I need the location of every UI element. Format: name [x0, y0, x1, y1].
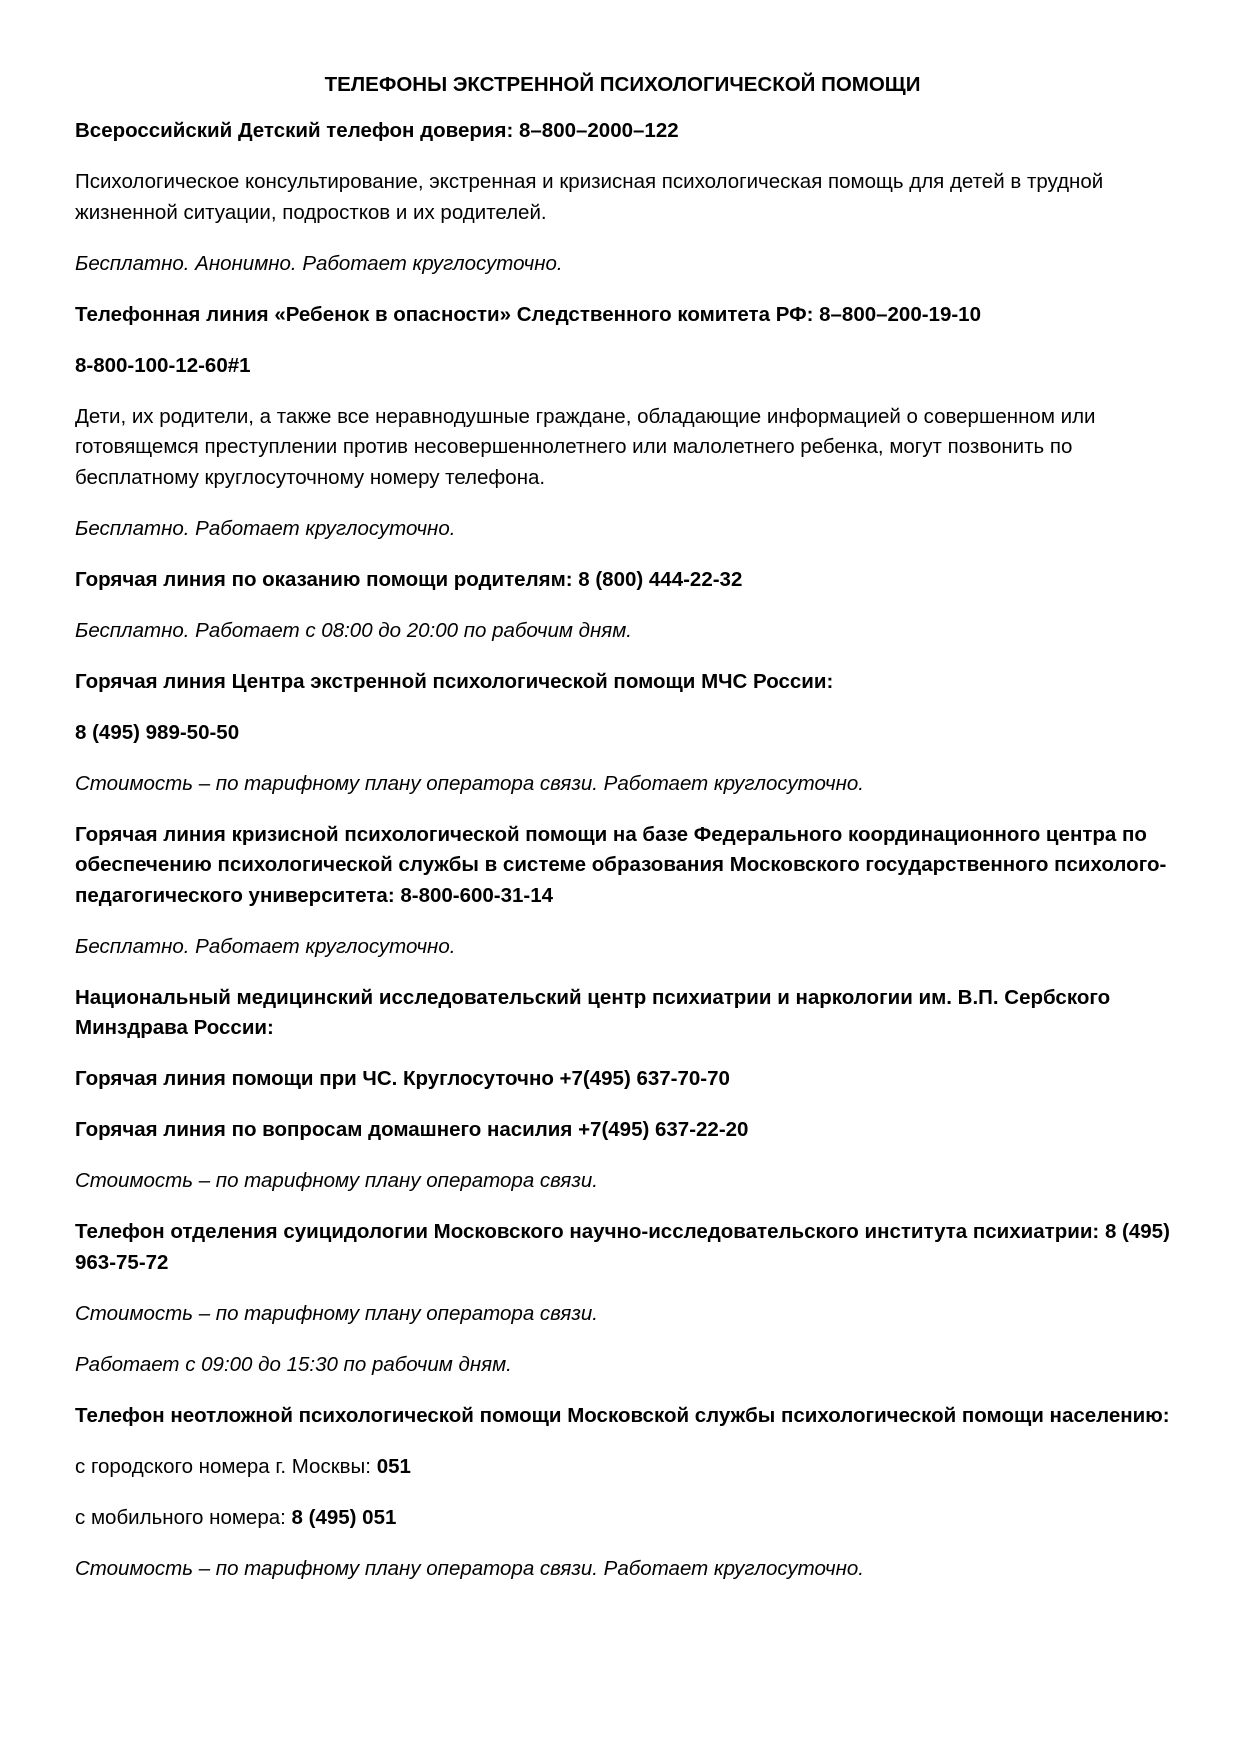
- mobile-number: 8 (495) 051: [291, 1505, 397, 1529]
- helpline-moscow-service: Телефон неотложной психологической помощи Московской службы психологической помощи населению:: [75, 1403, 1170, 1427]
- serbsky-center-note: Стоимость – по тарифному плану оператора связи.: [75, 1169, 598, 1192]
- helpline-child-in-danger-description: Дети, их родители, а также все неравнодушные граждане, обладающие информацией о совершенном или готовящемся преступлении против несовершеннолетнего или малолетнего ребенка, могут позвонить по бесплатному круглосуточному номеру телефона.: [75, 404, 1096, 489]
- helpline-child-in-danger: Телефонная линия «Ребенок в опасности» Следственного комитета РФ: 8–800–200-19-10: [75, 302, 981, 326]
- mobile-number-line: [75, 1503, 1170, 1534]
- helpline-child-in-danger-note: Бесплатно. Работает круглосуточно.: [75, 516, 456, 540]
- helpline-domestic-violence: Горячая линия по вопросам домашнего насилия +7(495) 637-22-20: [75, 1118, 749, 1141]
- helpline-parents: Горячая линия по оказанию помощи родителям: 8 (800) 444-22-32: [75, 567, 743, 591]
- helpline-suicidology: Телефон отделения суицидологии Московского научно-исследовательского института психиатрии: 8 (495) 963-75-72: [75, 1220, 1170, 1274]
- helpline-parents-note: Бесплатно. Работает с 08:00 до 20:00 по рабочим дням.: [75, 618, 632, 642]
- helpline-mchs: Горячая линия Центра экстренной психологической помощи МЧС России:: [75, 669, 834, 693]
- document-title: ТЕЛЕФОНЫ ЭКСТРЕННОЙ ПСИХОЛОГИЧЕСКОЙ ПОМОЩИ: [324, 73, 921, 96]
- helpline-crisis-education-note: Бесплатно. Работает круглосуточно.: [75, 934, 456, 958]
- moscow-city-number-line: [75, 1452, 1170, 1483]
- helpline-children-trust-note: Бесплатно. Анонимно. Работает круглосуточно.: [75, 251, 563, 275]
- helpline-children-trust: Всероссийский Детский телефон доверия: 8–800–2000–122: [75, 119, 679, 142]
- helpline-child-in-danger-number: 8-800-100-12-60#1: [75, 353, 251, 377]
- helpline-moscow-service-note: Стоимость – по тарифному плану оператора связи. Работает круглосуточно.: [75, 1556, 864, 1580]
- helpline-suicidology-cost: Стоимость – по тарифному плану оператора связи.: [75, 1301, 598, 1325]
- helpline-children-trust-description: Психологическое консультирование, экстренная и кризисная психологическая помощь для детей в трудной жизненной ситуации, подростков и их родителей.: [75, 170, 1104, 224]
- mobile-number-label: с мобильного номера:: [75, 1505, 292, 1529]
- moscow-city-number: 051: [376, 1454, 411, 1478]
- serbsky-center-heading: Национальный медицинский исследовательский центр психиатрии и наркологии им. В.П. Сербского Минздрава России:: [75, 985, 1111, 1039]
- helpline-emergency-situations: Горячая линия помощи при ЧС. Круглосуточно +7(495) 637-70-70: [75, 1067, 730, 1090]
- document-page: [75, 72, 1170, 1605]
- helpline-crisis-education: Горячая линия кризисной психологической помощи на базе Федерального координационного центра по обеспечению психологической службы в системе образования Московского государственного психолого-педагогического университета: 8-800-600-31-14: [75, 822, 1167, 907]
- helpline-mchs-note: Стоимость – по тарифному плану оператора связи. Работает круглосуточно.: [75, 771, 864, 795]
- helpline-mchs-number: 8 (495) 989-50-50: [75, 720, 240, 744]
- moscow-city-number-label: с городского номера г. Москвы:: [75, 1454, 377, 1478]
- helpline-suicidology-hours: Работает с 09:00 до 15:30 по рабочим дням.: [75, 1352, 512, 1376]
